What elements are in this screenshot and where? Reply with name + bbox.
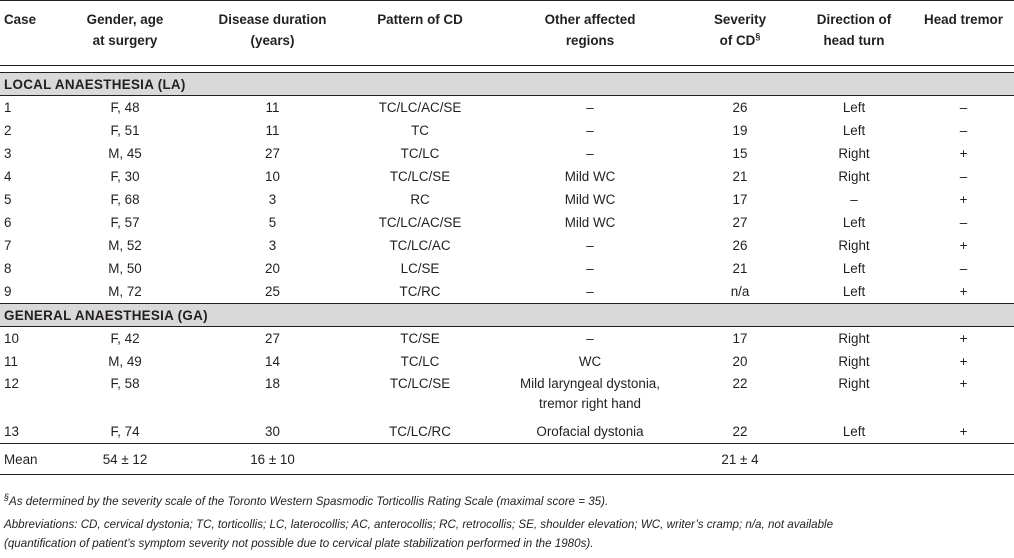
table-row — [0, 350, 1014, 373]
cell-pattern: RC — [410, 191, 430, 207]
cell-direction: Right — [838, 145, 870, 161]
cell-head-tremor: + — [959, 330, 968, 346]
cell-severity: 26 — [732, 237, 748, 253]
table-body — [0, 66, 1014, 444]
cell-severity: 17 — [732, 191, 748, 207]
cell-case: 12 — [4, 376, 19, 391]
cell-gender-age: F, 42 — [110, 330, 140, 346]
cell-head-tremor: + — [959, 191, 968, 207]
table-row — [0, 327, 1014, 351]
cell-gender-age: M, 52 — [108, 237, 142, 253]
cell-duration: 5 — [268, 214, 277, 230]
cell-duration: 30 — [265, 423, 280, 439]
cell-gender-age: F, 68 — [110, 191, 140, 207]
table-row — [0, 119, 1014, 142]
header-direction-line2: head turn — [823, 33, 885, 48]
cell-head-tremor: + — [959, 423, 968, 439]
table-notes — [4, 492, 1012, 554]
cell-pattern: TC/LC/SE — [389, 376, 451, 391]
table-row — [0, 96, 1014, 120]
cell-duration: 14 — [265, 353, 280, 369]
cell-other-regions: – — [586, 330, 594, 346]
cell-head-tremor: + — [959, 353, 968, 369]
cell-other-regions: WC — [578, 353, 602, 369]
cell-duration: 3 — [268, 191, 277, 207]
cell-pattern: TC/LC/SE — [389, 168, 451, 184]
header-duration-line2: (years) — [250, 33, 295, 48]
header-direction-line1: Direction of — [816, 12, 892, 27]
cell-severity: 22 — [732, 423, 748, 439]
cell-case: 1 — [4, 99, 12, 115]
cell-head-tremor: + — [959, 145, 968, 161]
footnote-text: As determined by the severity scale of the Toronto Western Spasmodic Torticollis Rating Scale (maximal score = 35). — [9, 495, 609, 508]
cell-pattern: TC/LC/AC — [389, 237, 451, 253]
cell-duration: 11 — [265, 122, 280, 138]
cell-gender-age: F, 74 — [110, 423, 140, 439]
cell-pattern: TC/LC/RC — [389, 423, 451, 439]
cell-gender-age: F, 48 — [110, 99, 140, 115]
table-row — [0, 165, 1014, 188]
section-mark: § — [755, 31, 761, 42]
mean-label: Mean — [0, 444, 50, 475]
cell-head-tremor: – — [959, 214, 968, 230]
abbreviations-line2: (quantification of patient’s symptom severity not possible due to cervical plate stabilization performed in the 1980s). — [4, 537, 594, 550]
cell-duration: 20 — [265, 260, 280, 276]
cell-pattern: TC — [411, 122, 429, 138]
cell-duration: 11 — [265, 99, 280, 115]
cell-direction: – — [850, 191, 858, 207]
cell-duration: 18 — [265, 376, 280, 391]
cell-severity: 21 — [732, 168, 748, 184]
cell-pattern: TC/LC — [400, 145, 440, 161]
cell-other-regions: Mild WC — [564, 191, 616, 207]
cell-direction: Left — [842, 122, 866, 138]
cell-case: 13 — [4, 423, 19, 439]
table-row — [0, 234, 1014, 257]
cell-head-tremor: – — [959, 260, 968, 276]
cell-severity: 20 — [732, 353, 748, 369]
footnote-mark: § — [4, 492, 10, 503]
mean-empty-direction — [795, 444, 913, 475]
header-case: Case — [0, 1, 50, 66]
cell-severity: n/a — [730, 283, 750, 299]
cell-head-tremor: – — [959, 99, 968, 115]
cell-direction: Left — [842, 423, 866, 439]
section-title: GENERAL ANAESTHESIA (GA) — [0, 304, 1014, 327]
cell-other-regions — [495, 373, 685, 420]
cell-pattern: TC/RC — [399, 283, 441, 299]
table-row — [0, 373, 1014, 420]
cell-case: 5 — [4, 191, 12, 207]
cell-duration: 3 — [268, 237, 277, 253]
section-header-row — [0, 73, 1014, 96]
cell-other-regions: – — [586, 122, 594, 138]
mean-row — [0, 444, 1014, 475]
cell-severity: 27 — [732, 214, 748, 230]
cell-case: 2 — [4, 122, 12, 138]
cell-gender-age: F, 51 — [110, 122, 140, 138]
footnote — [4, 492, 1012, 512]
cell-pattern: LC/SE — [400, 260, 440, 276]
cell-gender-age: M, 72 — [108, 283, 142, 299]
cell-gender-age: F, 58 — [110, 376, 140, 391]
header-head-tremor: Head tremor — [913, 1, 1014, 66]
header-other-line1: Other affected — [544, 12, 636, 27]
cell-other-regions: Mild WC — [564, 168, 616, 184]
cell-direction: Right — [838, 168, 870, 184]
cell-case: 11 — [4, 353, 18, 369]
cell-pattern: TC/LC/AC/SE — [378, 99, 462, 115]
spacer-row — [0, 66, 1014, 73]
cell-other-regions: Mild WC — [564, 214, 616, 230]
mean-empty-pattern — [345, 444, 495, 475]
header-duration-line1: Disease duration — [218, 12, 327, 27]
cell-line: Mild laryngeal dystonia, — [520, 376, 660, 391]
table-row — [0, 142, 1014, 165]
mean-age: 54 ± 12 — [50, 444, 200, 475]
cell-duration: 27 — [265, 330, 280, 346]
cell-head-tremor: + — [959, 283, 968, 299]
cell-head-tremor: + — [959, 376, 968, 391]
mean-duration: 16 ± 10 — [200, 444, 345, 475]
cell-direction: Left — [842, 99, 866, 115]
header-disease-duration — [200, 1, 345, 66]
cell-pattern: TC/LC/AC/SE — [378, 214, 462, 230]
cell-severity: 21 — [732, 260, 748, 276]
cell-direction: Left — [842, 214, 866, 230]
cell-gender-age: F, 57 — [110, 214, 140, 230]
cell-duration: 10 — [265, 168, 280, 184]
table-row — [0, 188, 1014, 211]
cell-case: 9 — [4, 283, 12, 299]
header-other-line2: regions — [565, 33, 615, 48]
cell-other-regions: – — [586, 260, 594, 276]
cell-case: 3 — [4, 145, 12, 161]
header-gender-age-line1: Gender, age — [86, 12, 164, 27]
cell-gender-age: M, 50 — [108, 260, 142, 276]
cell-gender-age: M, 49 — [108, 353, 142, 369]
cell-duration: 25 — [265, 283, 280, 299]
cell-severity: 19 — [732, 122, 748, 138]
header-pattern: Pattern of CD — [345, 1, 495, 66]
cell-case: 10 — [4, 330, 19, 346]
cell-pattern: TC/LC — [400, 353, 440, 369]
header-severity-line2: of CD — [719, 33, 756, 48]
cell-direction: Right — [838, 330, 870, 346]
section-header-row — [0, 304, 1014, 327]
cell-other-regions: – — [586, 145, 594, 161]
cell-case: 8 — [4, 260, 12, 276]
cell-direction: Right — [838, 237, 870, 253]
cell-direction: Left — [842, 283, 866, 299]
cell-case: 7 — [4, 237, 12, 253]
cell-other-regions: Orofacial dystonia — [536, 423, 644, 439]
mean-severity: 21 ± 4 — [685, 444, 795, 475]
header-row — [0, 1, 1014, 66]
section-title: LOCAL ANAESTHESIA (LA) — [0, 73, 1014, 96]
table-row — [0, 257, 1014, 280]
cell-other-regions: – — [586, 237, 594, 253]
cell-direction: Right — [838, 353, 870, 369]
cell-head-tremor: + — [959, 237, 968, 253]
cell-other-regions: – — [586, 283, 594, 299]
header-severity-line1: Severity — [713, 12, 767, 27]
header-gender-age — [50, 1, 200, 66]
cell-case: 4 — [4, 168, 12, 184]
mean-empty-other — [495, 444, 685, 475]
cell-head-tremor: – — [959, 122, 968, 138]
cell-pattern: TC/SE — [400, 330, 440, 346]
table-row — [0, 211, 1014, 234]
cell-other-regions: – — [586, 99, 594, 115]
cell-duration: 27 — [265, 145, 280, 161]
cell-head-tremor: – — [959, 168, 968, 184]
header-direction — [795, 1, 913, 66]
header-other-regions — [495, 1, 685, 66]
mean-empty-tremor — [913, 444, 1014, 475]
cell-gender-age: F, 30 — [110, 168, 140, 184]
cell-direction: Right — [838, 376, 870, 391]
cell-severity: 26 — [732, 99, 748, 115]
cell-severity: 15 — [732, 145, 748, 161]
table-row — [0, 420, 1014, 444]
cell-severity: 17 — [732, 330, 748, 346]
header-gender-age-line2: at surgery — [92, 33, 158, 48]
header-severity — [685, 1, 795, 66]
abbreviations-line1: Abbreviations: CD, cervical dystonia; TC, torticollis; LC, laterocollis; AC, anterocollis; RC, retrocollis; SE, shoulder elevation; WC, writer’s cramp; n/a, not available — [4, 517, 834, 531]
cell-gender-age: M, 45 — [108, 145, 142, 161]
table-row — [0, 280, 1014, 304]
cell-direction: Left — [842, 260, 866, 276]
cell-case: 6 — [4, 214, 12, 230]
cell-severity: 22 — [732, 376, 748, 391]
cell-line: tremor right hand — [539, 396, 641, 411]
